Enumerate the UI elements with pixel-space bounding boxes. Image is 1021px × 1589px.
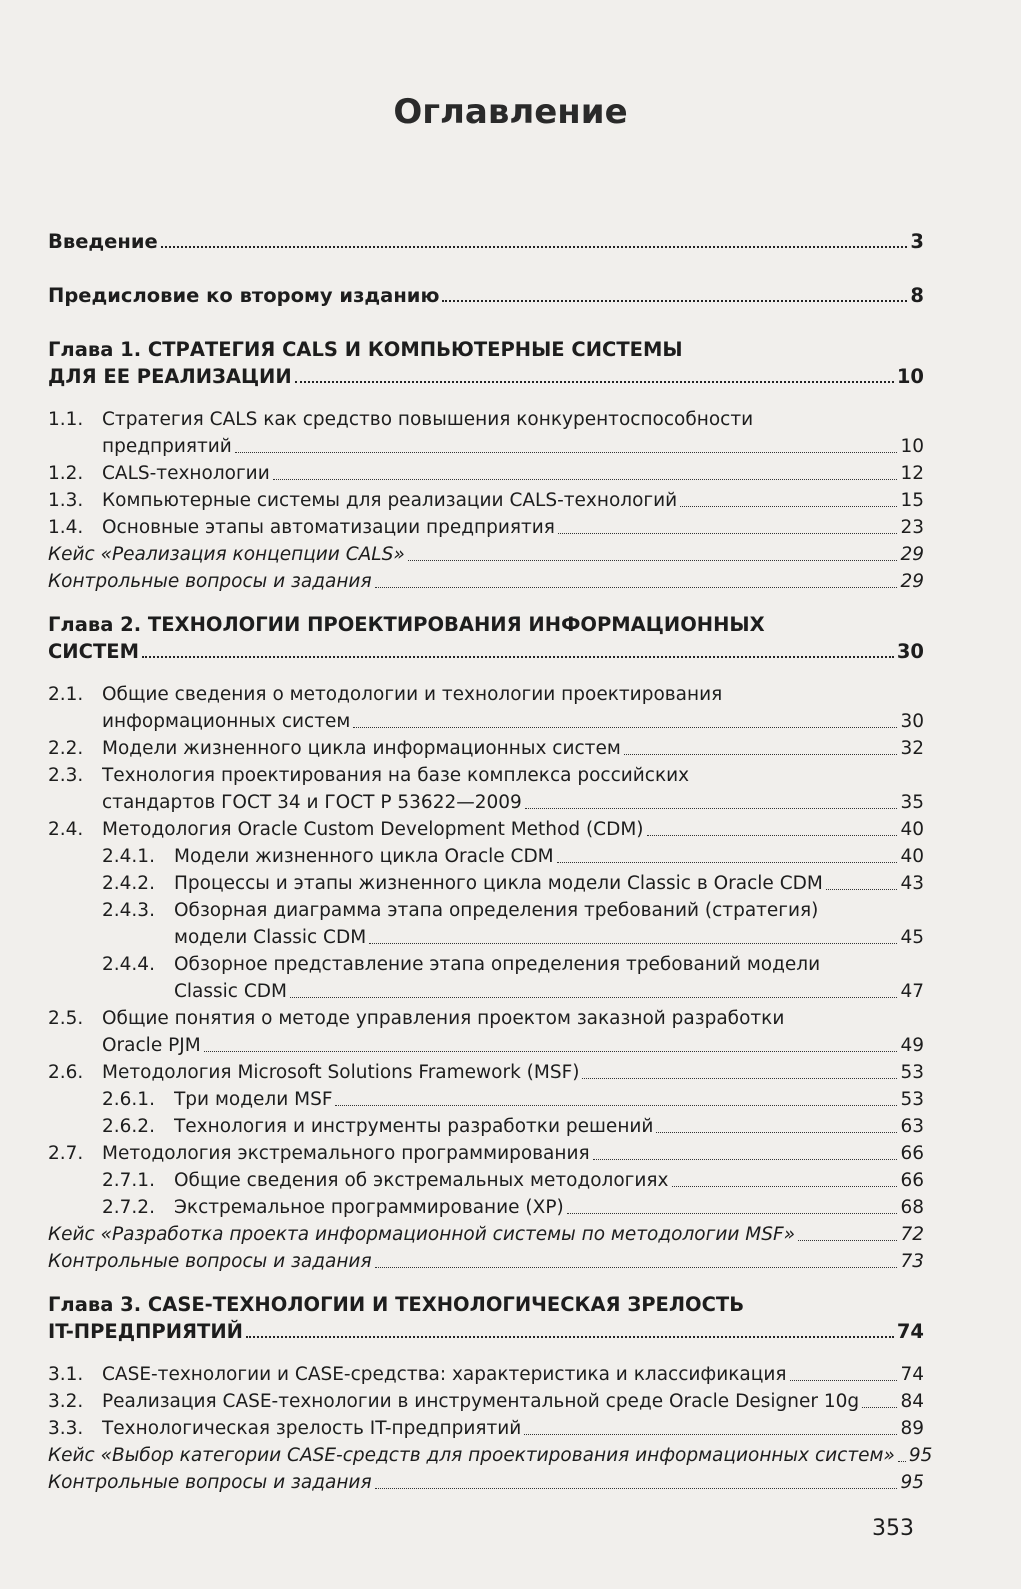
toc-subsection bbox=[48, 1113, 924, 1140]
dot-leader bbox=[557, 862, 898, 863]
toc-page-number: 66 bbox=[900, 1170, 924, 1191]
toc-entry-label: ДЛЯ ЕЕ РЕАЛИЗАЦИИ bbox=[48, 365, 292, 388]
toc-case bbox=[48, 1221, 924, 1248]
toc-entry-label: Технология и инструменты разработки решений bbox=[174, 1116, 654, 1137]
toc-entry-label: Oracle PJM bbox=[102, 1035, 201, 1056]
toc-page-number: 73 bbox=[900, 1251, 924, 1272]
toc-page-number: 89 bbox=[900, 1418, 924, 1439]
toc-page-number: 72 bbox=[900, 1224, 924, 1245]
toc-page-number: 53 bbox=[900, 1062, 924, 1083]
chapter-heading-1-cont bbox=[48, 363, 924, 390]
toc-section-number: 2.7.2. bbox=[102, 1197, 155, 1218]
toc-page-number: 23 bbox=[900, 517, 924, 538]
toc-entry-label: Обзорное представление этапа определения требований модели bbox=[174, 954, 821, 975]
dot-leader bbox=[898, 1461, 906, 1462]
toc-section-number: 2.4.3. bbox=[102, 900, 155, 921]
dot-leader bbox=[672, 1186, 898, 1187]
dot-leader bbox=[582, 1078, 897, 1079]
chapter-heading-2-cont bbox=[48, 638, 924, 665]
toc-section-number: 1.4. bbox=[48, 517, 84, 538]
toc-entry-label: Реализация CASE-технологии в инструментальной среде Oracle Designer 10g bbox=[102, 1391, 860, 1412]
dot-leader bbox=[375, 587, 898, 588]
toc-entry-label: Экстремальное программирование (XP) bbox=[174, 1197, 564, 1218]
toc-entry-label: Компьютерные системы для реализации CALS-технологий bbox=[102, 490, 678, 511]
toc-section-number: 2.4. bbox=[48, 819, 84, 840]
toc-section-number: 2.3. bbox=[48, 765, 84, 786]
toc-subsection bbox=[48, 1167, 924, 1194]
toc-subsection bbox=[48, 1086, 924, 1113]
toc-section-number: 2.5. bbox=[48, 1008, 84, 1029]
toc-section-number: 2.6.2. bbox=[102, 1116, 155, 1137]
table-of-contents bbox=[48, 228, 933, 1496]
toc-entry-label: Технология проектирования на базе комплекса российских bbox=[102, 765, 690, 786]
toc-case bbox=[48, 1442, 933, 1469]
toc-entry-label: IT-ПРЕДПРИЯТИЙ bbox=[48, 1320, 243, 1343]
dot-leader bbox=[246, 1336, 894, 1338]
toc-entry-label: Методология экстремального программирования bbox=[102, 1143, 590, 1164]
toc-page-number: 68 bbox=[900, 1197, 924, 1218]
toc-entry-label: Кейс «Выбор категории CASE-средств для проектирования информационных систем» bbox=[48, 1445, 895, 1466]
toc-page-number: 53 bbox=[900, 1089, 924, 1110]
toc-entry-label: Введение bbox=[48, 230, 158, 253]
toc-entry-label: Общие сведения об экстремальных методологиях bbox=[174, 1170, 669, 1191]
dot-leader bbox=[273, 479, 898, 480]
toc-section-number: 3.2. bbox=[48, 1391, 84, 1412]
toc-section-number: 3.1. bbox=[48, 1364, 84, 1385]
toc-entry-label: Обзорная диаграмма этапа определения требований (стратегия) bbox=[174, 900, 819, 921]
toc-page-number: 32 bbox=[900, 738, 924, 759]
toc-section-number: 1.1. bbox=[48, 409, 84, 430]
toc-page-number: 63 bbox=[900, 1116, 924, 1137]
toc-page-number: 12 bbox=[900, 463, 924, 484]
chapter-heading-1: Глава 1. СТРАТЕГИЯ CALS И КОМПЬЮТЕРНЫЕ СИСТЕМЫ bbox=[48, 338, 683, 361]
toc-entry-label: CASE-технологии и CASE-средства: характеристика и классификация bbox=[102, 1364, 787, 1385]
toc-subsection-cont bbox=[48, 978, 924, 1005]
toc-page-number: 40 bbox=[900, 846, 924, 867]
toc-page-number: 15 bbox=[900, 490, 924, 511]
toc-page-number: 95 bbox=[908, 1445, 933, 1466]
toc-page-number: 29 bbox=[900, 571, 924, 592]
toc-entry-label: Процессы и этапы жизненного цикла модели Classic в Oracle CDM bbox=[174, 873, 823, 894]
dot-leader bbox=[369, 943, 897, 944]
toc-section-number: 2.4.2. bbox=[102, 873, 155, 894]
dot-leader bbox=[290, 997, 897, 998]
toc-section bbox=[48, 1415, 924, 1442]
dot-leader bbox=[680, 506, 897, 507]
toc-entry-label: Предисловие ко второму изданию bbox=[48, 284, 440, 307]
toc-entry-label: Модели жизненного цикла информационных систем bbox=[102, 738, 621, 759]
toc-entry-label: Основные этапы автоматизации предприятия bbox=[102, 517, 555, 538]
toc-page-number: 8 bbox=[910, 284, 924, 307]
toc-entry-label: Кейс «Реализация концепции CALS» bbox=[48, 544, 405, 565]
toc-section-number: 1.3. bbox=[48, 490, 84, 511]
toc-page-number: 47 bbox=[900, 981, 924, 1002]
toc-section bbox=[48, 1059, 924, 1086]
dot-leader bbox=[295, 381, 894, 383]
toc-section-number: 2.7. bbox=[48, 1143, 84, 1164]
toc-entry-label: Кейс «Разработка проекта информационной системы по методологии MSF» bbox=[48, 1224, 796, 1245]
toc-page-number: 10 bbox=[896, 365, 924, 388]
toc-entry-label: СИСТЕМ bbox=[48, 640, 139, 663]
toc-entry-label: Контрольные вопросы и задания bbox=[48, 571, 372, 592]
dot-leader bbox=[525, 808, 898, 809]
toc-entry-label: Classic CDM bbox=[174, 981, 287, 1002]
dot-leader bbox=[567, 1213, 898, 1214]
toc-section bbox=[48, 1361, 924, 1388]
toc-page-number: 3 bbox=[910, 230, 924, 253]
toc-section-cont bbox=[48, 1032, 924, 1059]
toc-page-number: 66 bbox=[900, 1143, 924, 1164]
dot-leader bbox=[593, 1159, 898, 1160]
toc-section bbox=[48, 816, 924, 843]
dot-leader bbox=[408, 560, 898, 561]
toc-page-number: 84 bbox=[900, 1391, 924, 1412]
toc-subsection bbox=[48, 951, 924, 978]
toc-section-number: 2.6.1. bbox=[102, 1089, 155, 1110]
toc-section bbox=[48, 487, 924, 514]
dot-leader bbox=[558, 533, 898, 534]
toc-entry-label: Три модели MSF bbox=[174, 1089, 333, 1110]
toc-subsection bbox=[48, 843, 924, 870]
toc-section-number: 2.4.4. bbox=[102, 954, 155, 975]
toc-page-number: 30 bbox=[900, 711, 924, 732]
toc-entry-label: предприятий bbox=[102, 436, 232, 457]
toc-entry-label: CALS-технологии bbox=[102, 463, 270, 484]
dot-leader bbox=[826, 889, 898, 890]
dot-leader bbox=[442, 300, 907, 302]
toc-section bbox=[48, 1388, 924, 1415]
toc-entry-preface bbox=[48, 282, 924, 309]
toc-section-number: 2.6. bbox=[48, 1062, 84, 1083]
toc-section-number: 3.3. bbox=[48, 1418, 84, 1439]
page-number: 353 bbox=[872, 1516, 914, 1541]
dot-leader bbox=[335, 1105, 897, 1106]
dot-leader bbox=[862, 1407, 897, 1408]
dot-leader bbox=[656, 1132, 897, 1133]
dot-leader bbox=[353, 727, 897, 728]
toc-section-number: 1.2. bbox=[48, 463, 84, 484]
toc-entry-label: Технологическая зрелость IT-предприятий bbox=[102, 1418, 522, 1439]
dot-leader bbox=[798, 1240, 897, 1241]
dot-leader bbox=[235, 452, 898, 453]
toc-page-number: 95 bbox=[900, 1472, 924, 1493]
chapter-heading-3-cont bbox=[48, 1318, 924, 1345]
toc-subsection bbox=[48, 1194, 924, 1221]
toc-page-number: 30 bbox=[896, 640, 924, 663]
toc-page-number: 35 bbox=[900, 792, 924, 813]
toc-section bbox=[48, 1140, 924, 1167]
dot-leader bbox=[647, 835, 898, 836]
toc-case bbox=[48, 541, 924, 568]
dot-leader bbox=[204, 1051, 898, 1052]
toc-entry-label: Контрольные вопросы и задания bbox=[48, 1251, 372, 1272]
toc-entry-label: Стратегия CALS как средство повышения конкурентоспособности bbox=[102, 409, 754, 430]
dot-leader bbox=[624, 754, 898, 755]
toc-entry-label: Методология Microsoft Solutions Framework (MSF) bbox=[102, 1062, 580, 1083]
toc-section bbox=[48, 762, 924, 789]
dot-leader bbox=[161, 246, 908, 248]
dot-leader bbox=[790, 1380, 898, 1381]
toc-page-number: 49 bbox=[900, 1035, 924, 1056]
toc-questions bbox=[48, 568, 924, 595]
toc-entry-label: Контрольные вопросы и задания bbox=[48, 1472, 372, 1493]
toc-section bbox=[48, 406, 924, 433]
dot-leader bbox=[375, 1488, 898, 1489]
toc-entry-label: Общие сведения о методологии и технологии проектирования bbox=[102, 684, 723, 705]
toc-page-number: 43 bbox=[900, 873, 924, 894]
page-title: Оглавление bbox=[393, 92, 628, 132]
toc-page-number: 29 bbox=[900, 544, 924, 565]
dot-leader bbox=[524, 1434, 897, 1435]
toc-page-number: 74 bbox=[900, 1364, 924, 1385]
toc-section bbox=[48, 514, 924, 541]
chapter-heading-3: Глава 3. CASE-ТЕХНОЛОГИИ И ТЕХНОЛОГИЧЕСКАЯ ЗРЕЛОСТЬ bbox=[48, 1293, 745, 1316]
toc-section-number: 2.4.1. bbox=[102, 846, 155, 867]
toc-section bbox=[48, 735, 924, 762]
toc-section-cont bbox=[48, 433, 924, 460]
toc-page-number: 74 bbox=[896, 1320, 924, 1343]
toc-section-cont bbox=[48, 789, 924, 816]
toc-entry-label: Модели жизненного цикла Oracle CDM bbox=[174, 846, 554, 867]
toc-page-number: 45 bbox=[900, 927, 924, 948]
toc-section-number: 2.2. bbox=[48, 738, 84, 759]
toc-section bbox=[48, 1005, 924, 1032]
toc-section bbox=[48, 460, 924, 487]
toc-entry-label: информационных систем bbox=[102, 711, 351, 732]
toc-questions bbox=[48, 1469, 924, 1496]
toc-page-number: 10 bbox=[900, 436, 924, 457]
toc-section-cont bbox=[48, 708, 924, 735]
toc-page-number: 40 bbox=[900, 819, 924, 840]
toc-entry-label: модели Classic CDM bbox=[174, 927, 367, 948]
toc-section-number: 2.1. bbox=[48, 684, 84, 705]
toc-questions bbox=[48, 1248, 924, 1275]
toc-entry-label: стандартов ГОСТ 34 и ГОСТ Р 53622—2009 bbox=[102, 792, 522, 813]
dot-leader bbox=[142, 656, 894, 658]
toc-subsection-cont bbox=[48, 924, 924, 951]
toc-section-number: 2.7.1. bbox=[102, 1170, 155, 1191]
toc-entry-label: Методология Oracle Custom Development Method (CDM) bbox=[102, 819, 644, 840]
toc-subsection bbox=[48, 897, 924, 924]
chapter-heading-2: Глава 2. ТЕХНОЛОГИИ ПРОЕКТИРОВАНИЯ ИНФОРМАЦИОННЫХ bbox=[48, 613, 765, 636]
toc-entry-label: Общие понятия о методе управления проектом заказной разработки bbox=[102, 1008, 785, 1029]
toc-subsection bbox=[48, 870, 924, 897]
toc-section bbox=[48, 681, 924, 708]
toc-entry-intro bbox=[48, 228, 924, 255]
dot-leader bbox=[375, 1267, 898, 1268]
